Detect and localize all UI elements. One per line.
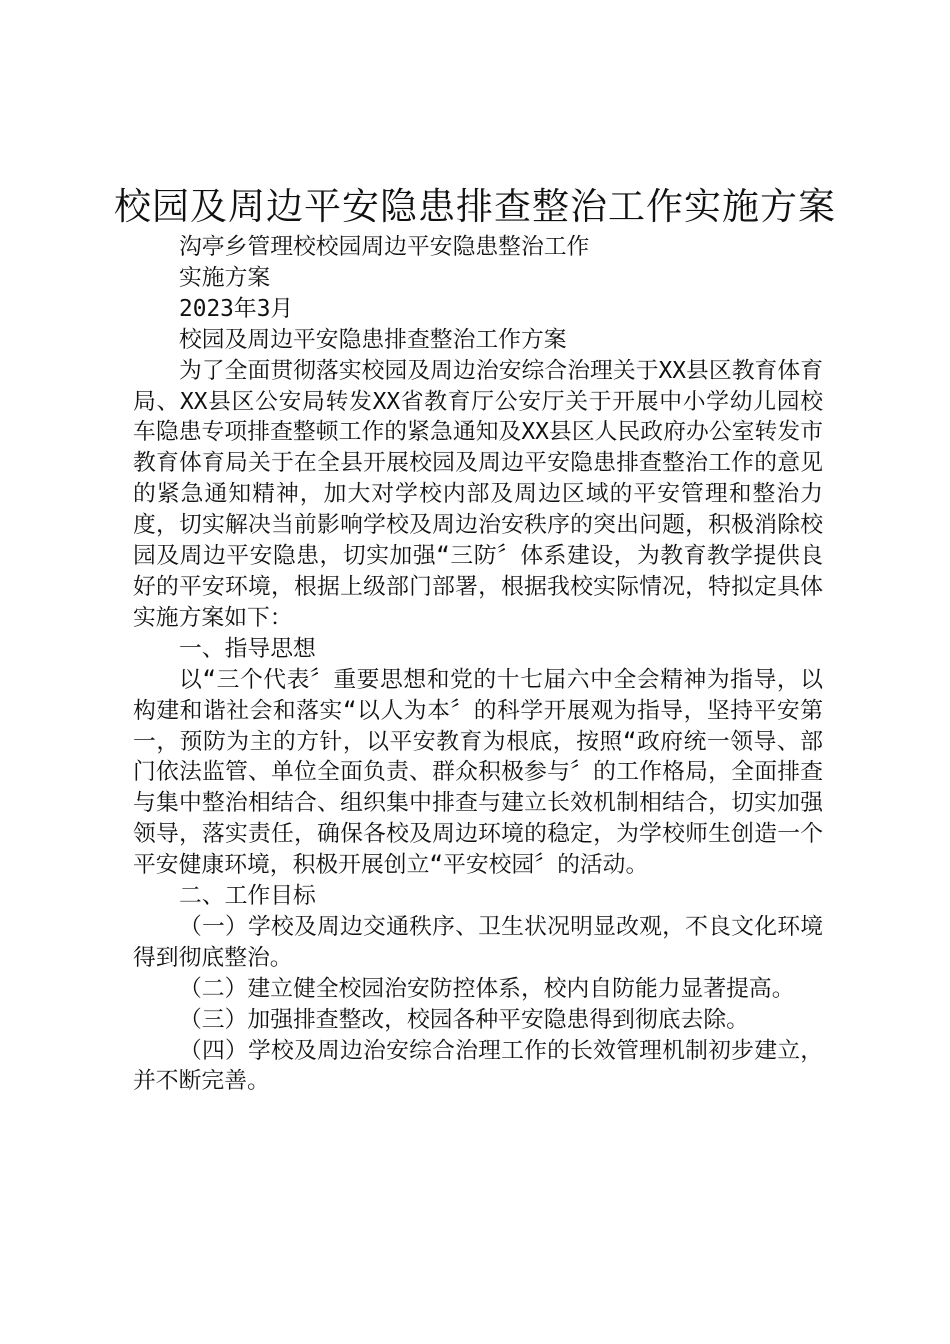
section-heading-guiding-thought: 一、指导思想: [179, 635, 316, 662]
section-heading-work-goals: 二、工作目标: [179, 883, 316, 910]
document-date: 2023年3月: [179, 295, 294, 322]
document-body: [133, 232, 823, 1097]
guiding-thought-paragraph: 以“三个代表〞重要思想和党的十七届六中全会精神为指导，以构建和谐社会和落实“以人为本〞的科学开展观为指导，坚持平安第一，预防为主的方针，以平安教育为根底，按照“政府统一领导、部门依法监管、单位全面负责、群众积极参与〞的工作格局，全面排查与集中整治相结合、组织集中排查与建立长效机制相结合，切实加强领导，落实责任，确保各校及周边环境的稳定，为学校师生创造一个平安健康环境，积极开展创立“平安校园〞的活动。: [133, 666, 823, 879]
heading-line-school: 沟亭乡管理校校园周边平安隐患整治工作: [179, 234, 590, 260]
subtitle: 校园及周边平安隐患排查整治工作方案: [179, 326, 567, 353]
goal-item-1: （一）学校及周边交通秩序、卫生状况明显改观，不良文化环境得到彻底整治。: [133, 913, 823, 971]
heading-line-plan: 实施方案: [179, 264, 271, 291]
document-title: 校园及周边平安隐患排查整治工作实施方案: [114, 185, 836, 228]
goal-item-2: （二）建立健全校园治安防控体系，校内自防能力显著提高。: [179, 975, 795, 1002]
intro-paragraph: 为了全面贯彻落实校园及周边治安综合治理关于XX县区教育体育局、XX县区公安局转发XX省教育厅公安厅关于开展中小学幼儿园校车隐患专项排查整顿工作的紧急通知及XX县区人民政府办公室转发市教育体育局关于在全县开展校园及周边平安隐患排查整治工作的意见的紧急通知精神，加大对学校内部及周边区域的平安管理和整治力度，切实解决当前影响学校及周边治安秩序的突出问题，积极消除校园及周边平安隐患，切实加强“三防〞体系建设，为教育教学提供良好的平安环境，根据上级部门部署，根据我校实际情况，特拟定具体实施方案如下：: [133, 357, 823, 631]
goal-item-4: （四）学校及周边治安综合治理工作的长效管理机制初步建立，并不断完善。: [133, 1037, 823, 1095]
goal-item-3: （三）加强排查整改，校园各种平安隐患得到彻底去除。: [179, 1006, 749, 1033]
